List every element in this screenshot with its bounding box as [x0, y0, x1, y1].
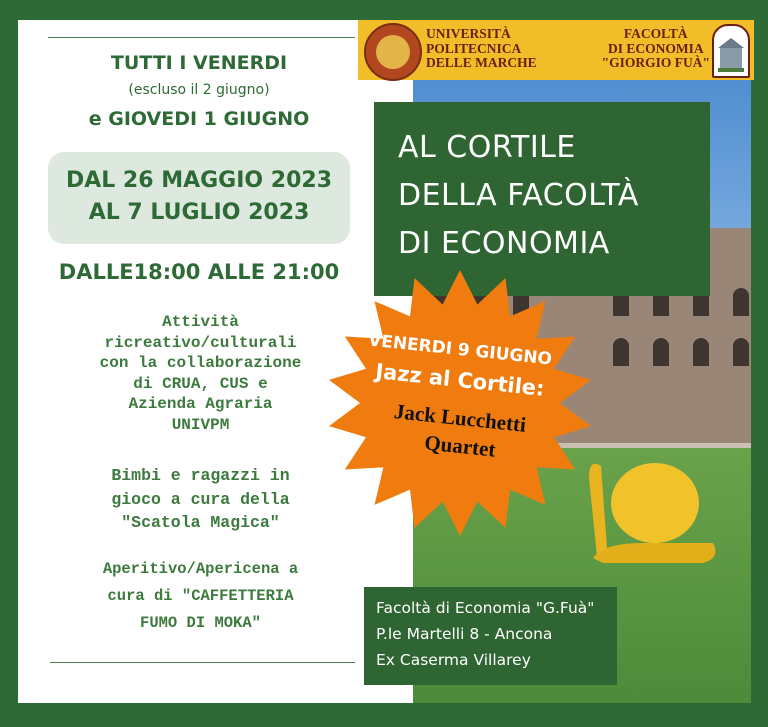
- activity-line: Attività: [162, 313, 239, 331]
- schedule-line-1: TUTTI I VENERDI: [110, 52, 288, 74]
- title-line-3: DI ECONOMIA: [398, 226, 610, 261]
- event-date: VENERDI 9 GIUGNO: [367, 330, 553, 370]
- title-box: [374, 102, 710, 296]
- activity-line: Bimbi e ragazzi in: [111, 466, 290, 485]
- activity-line: UNIVPM: [171, 415, 230, 434]
- event-starburst: [325, 268, 595, 538]
- date-range-start: DAL 26 MAGGIO 2023: [65, 168, 333, 193]
- schedule-line-2: (escluso il 2 giugno): [128, 82, 270, 98]
- date-range-end: AL 7 LUGLIO 2023: [88, 200, 310, 225]
- top-divider: [48, 37, 355, 38]
- faculty-name: FACOLTÀ DI ECONOMIA "GIORGIO FUÀ": [601, 26, 710, 70]
- faculty-building-icon: [712, 24, 750, 78]
- date-range-box: [48, 152, 350, 244]
- university-name: UNIVERSITÀ POLITECNICA DELLE MARCHE: [426, 26, 537, 70]
- activity-line: di CRUA, CUS e: [133, 374, 268, 393]
- activity-line: FUMO DI MOKA": [140, 614, 261, 632]
- schedule-line-3: e GIOVEDI 1 GIUGNO: [88, 108, 310, 130]
- activities-block-1: [28, 312, 373, 435]
- address-line-3: Ex Caserma Villarey: [376, 651, 531, 669]
- logo-bar: [358, 20, 754, 80]
- activity-line: gioco a cura della: [111, 489, 290, 509]
- hours: DALLE18:00 ALLE 21:00: [58, 260, 340, 284]
- title-line-1: AL CORTILE: [398, 130, 576, 165]
- activity-line: "Scatola Magica": [121, 513, 280, 532]
- activity-line: ricreativo/culturali: [104, 333, 297, 352]
- title-line-2: DELLA FACOLTÀ: [398, 178, 639, 213]
- university-seal-icon: [364, 23, 422, 81]
- address-line-2: P.le Martelli 8 - Ancona: [376, 625, 553, 643]
- snail-sculpture: [583, 438, 723, 588]
- activity-line: Azienda Agraria: [128, 395, 273, 413]
- event-name: Jazz al Cortile:: [374, 359, 546, 401]
- bottom-divider: [50, 662, 355, 663]
- band-name-line-1: Jack Lucchetti: [392, 399, 528, 437]
- activity-line: cura di "CAFFETTERIA: [107, 587, 294, 605]
- address-box: [364, 587, 617, 685]
- activities-block-2: [28, 464, 373, 535]
- band-name-line-2: Quartet: [423, 430, 497, 462]
- activity-line: con la collaborazione: [99, 354, 302, 372]
- address-line-1: Facoltà di Economia "G.Fuà": [376, 599, 595, 617]
- activities-block-3: [28, 556, 373, 637]
- activity-line: Aperitivo/Apericena a: [102, 560, 299, 578]
